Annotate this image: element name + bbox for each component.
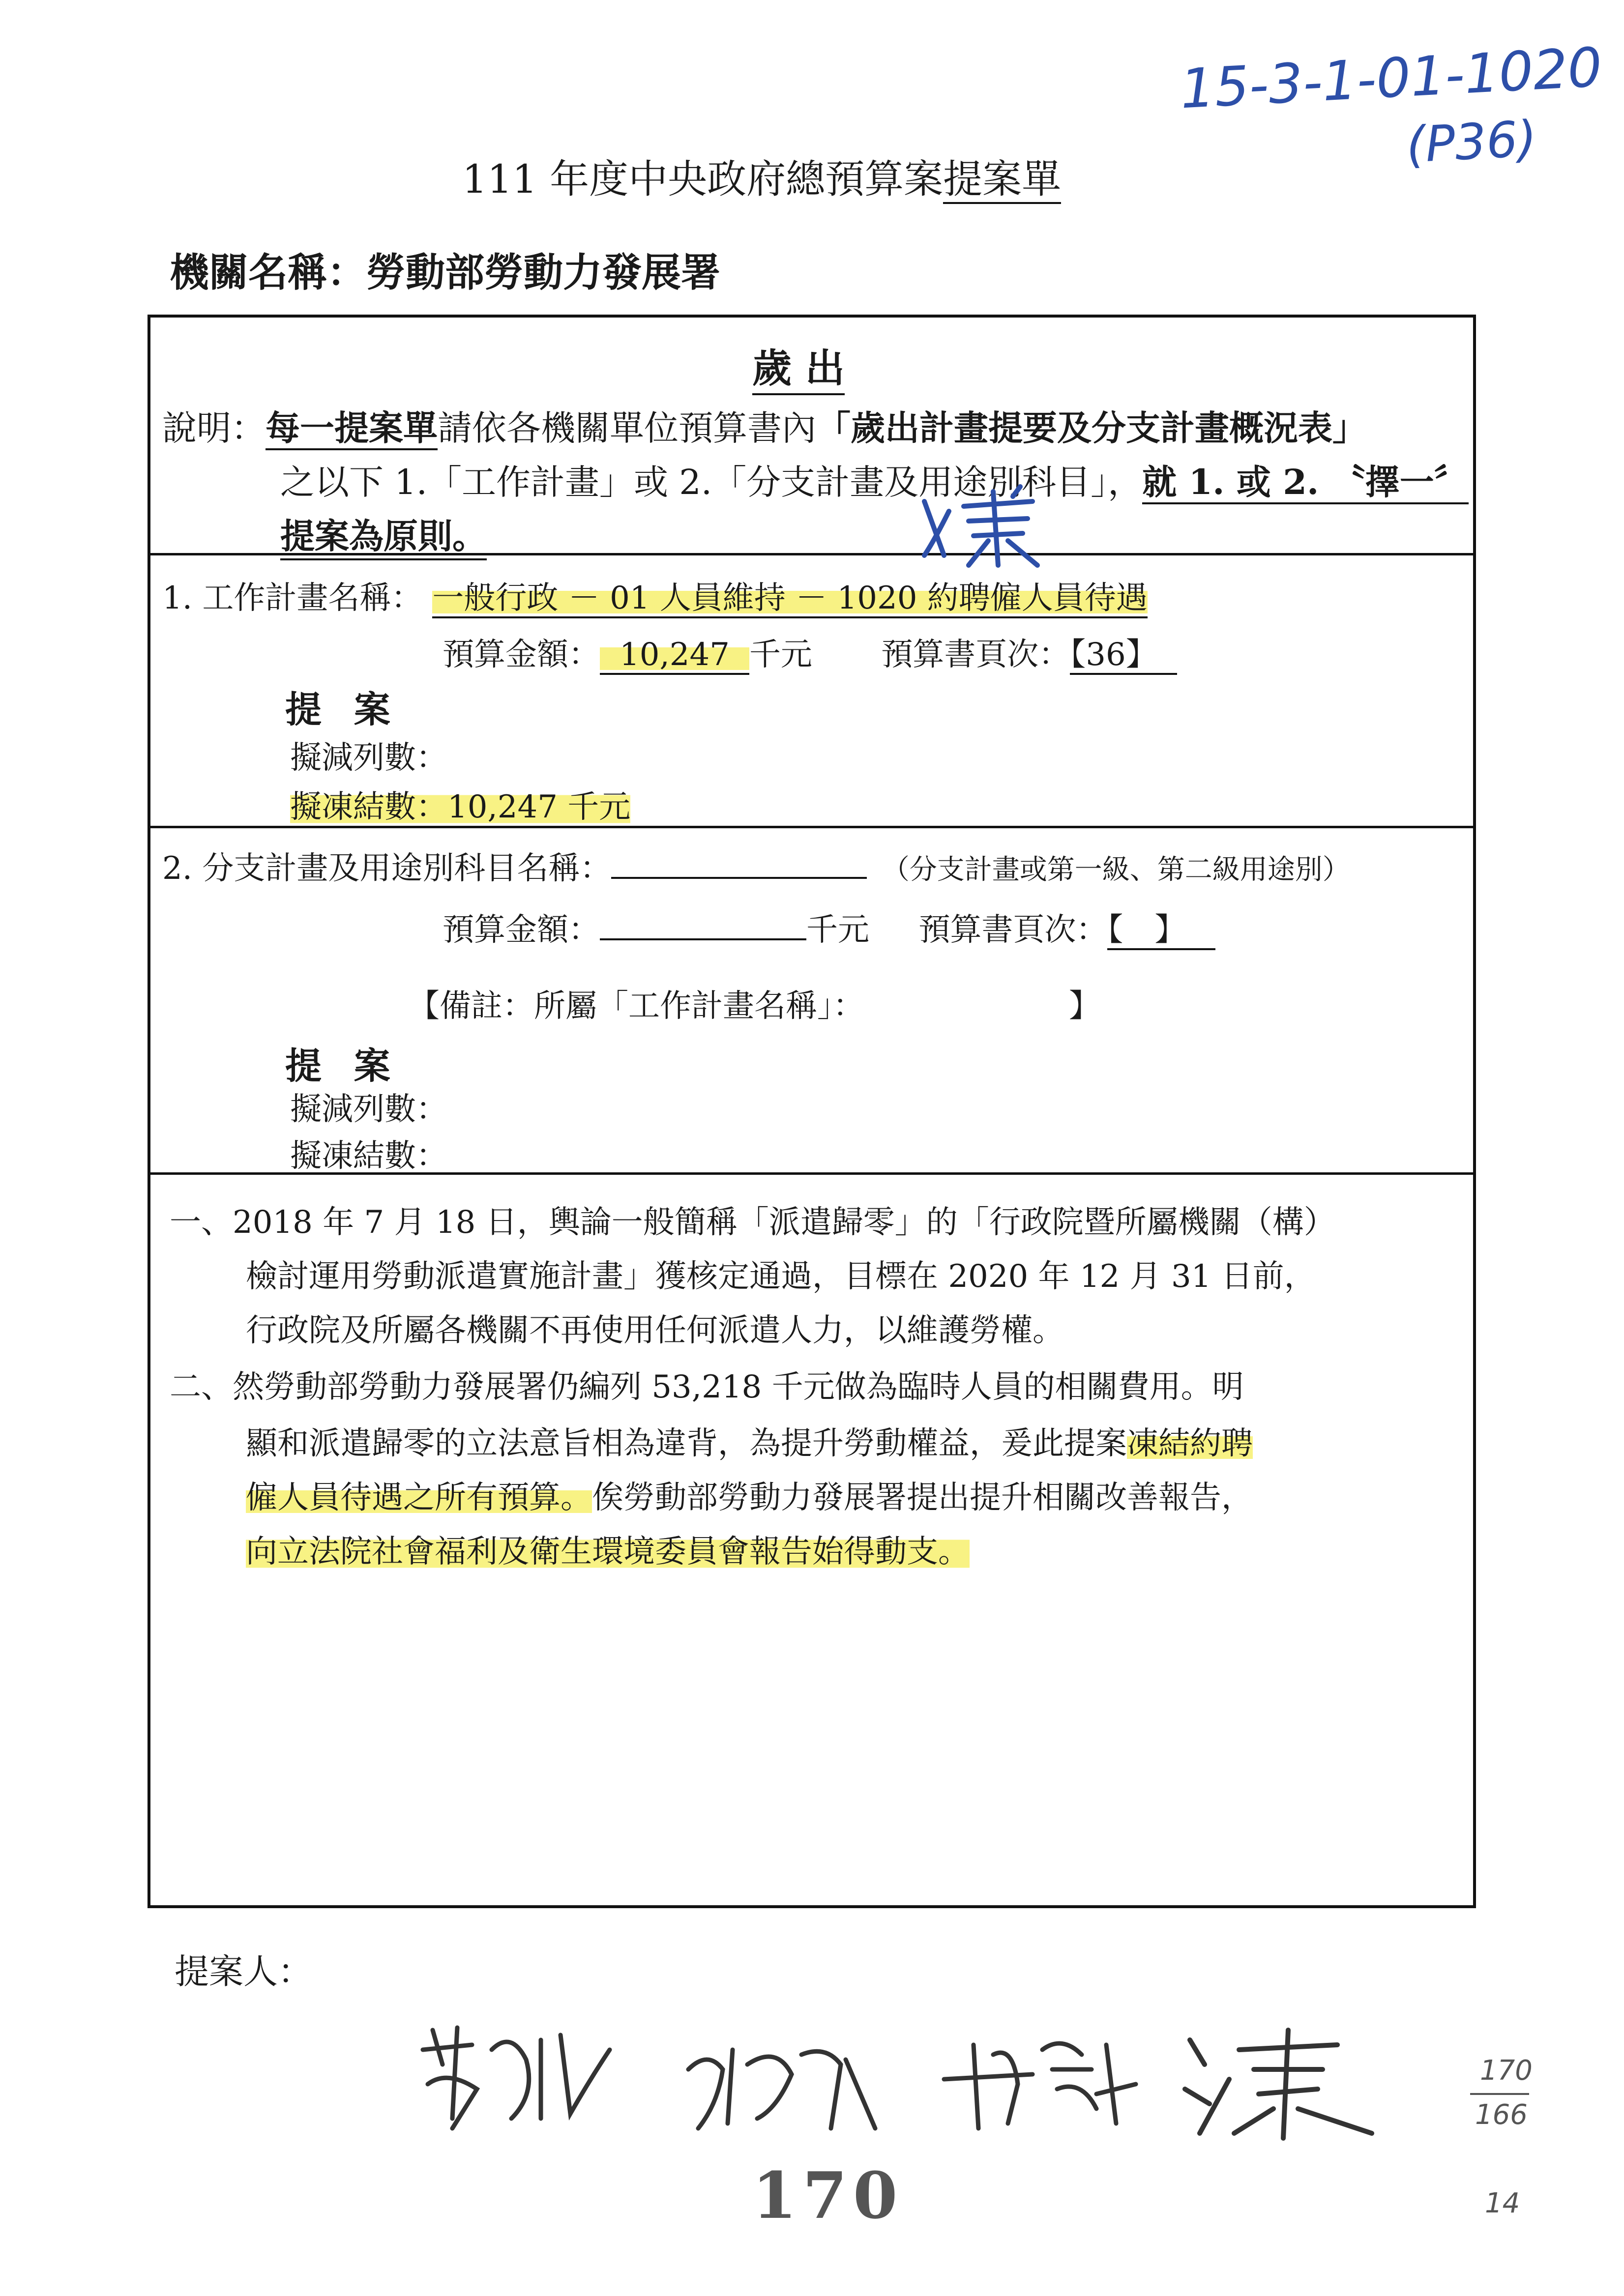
item2-name-blank	[611, 847, 867, 879]
item2-budget-row: 預算金額： 千元 預算書頁次：【 】	[443, 904, 1215, 950]
reason-p1-line2: 檢討運用勞動派遣實施計畫」獲核定通過，目標在 2020 年 12 月 31 日前，	[246, 1258, 1316, 1295]
reason-p2-line2: 顯和派遣歸零的立法意旨相為違背，為提升勞動權益，爰此提案凍結約聘	[246, 1425, 1253, 1462]
agency-line: 機關名稱：勞動部勞動力發展署	[170, 249, 720, 295]
item1-freeze-value: 10,247 千元	[447, 789, 631, 825]
item2-remark: 【備註：所屬「工作計畫名稱」： 】	[408, 988, 1100, 1024]
reason-p2-line4: 向立法院社會福利及衛生環境委員會報告始得動支。	[246, 1526, 970, 1571]
margin-number-3: 14	[1485, 2187, 1520, 2219]
item2-reduce-label: 擬減列數：	[290, 1091, 447, 1128]
reason-p1-line1: 一、2018 年 7 月 18 日，輿論一般簡稱「派遣歸零」的「行政院暨所屬機關（構）	[170, 1204, 1335, 1241]
item2-row: 2. 分支計畫及用途別科目名稱： （分支計畫或第一級、第二級用途別）	[162, 843, 1350, 888]
item1-row: 1. 工作計畫名稱： 一般行政 － 01 人員維持 － 1020 約聘僱人員待遇	[162, 573, 1148, 618]
signature-3	[934, 2025, 1141, 2138]
signature-4	[1175, 2020, 1382, 2143]
item1-page-value: 【36】	[1070, 637, 1177, 675]
note-line-3: 提案為原則。	[280, 509, 487, 560]
note-line-1: 說明：每一提案單請依各機關單位預算書內「歲出計畫提要及分支計畫概況表」	[162, 401, 1367, 450]
handwritten-doc-id: 15-3-1-01-1020	[1179, 35, 1604, 121]
item2-budget-blank	[600, 909, 806, 940]
title-underlined: 提案單	[943, 156, 1061, 204]
agency-name: 勞動部勞動力發展署	[366, 249, 720, 295]
item1-plan-name: 一般行政 － 01 人員維持 － 1020 約聘僱人員待遇	[432, 580, 1147, 618]
item1-budget-row: 預算金額： 10,247 千元 預算書頁次：【36】	[443, 629, 1177, 674]
item1-freeze-line: 擬凍結數：10,247 千元	[290, 782, 630, 827]
margin-number-2: 166	[1475, 2099, 1528, 2131]
item1-budget-value: 10,247	[600, 637, 749, 675]
page-title: 111 年度中央政府總預算案提案單	[462, 147, 1061, 204]
item2-page-value: 【 】	[1107, 912, 1215, 950]
item2-freeze-label: 擬凍結數：	[290, 1138, 447, 1174]
reason-p1-line3: 行政院及所屬各機關不再使用任何派遣人力，以維護勞權。	[246, 1312, 1064, 1349]
margin-divider	[1470, 2093, 1529, 2095]
note-line-2: 之以下 1.「工作計畫」或 2.「分支計畫及用途別科目」，就 1. 或 2. 〝擇一〞	[280, 455, 1469, 504]
section-title: 歲 出	[752, 337, 845, 395]
reason-p2-line1: 二、然勞動部勞動力發展署仍編列 53,218 千元做為臨時人員的相關費用。明	[170, 1369, 1244, 1405]
reason-p2-line3: 僱人員待遇之所有預算。俟勞動部勞動力發展署提出提升相關改善報告，	[246, 1480, 1253, 1516]
page-number: 170	[752, 2158, 904, 2233]
signature-1	[413, 2020, 620, 2138]
handwritten-initial-mark	[915, 482, 1052, 570]
item2-proposal-heading: 提 案	[285, 1045, 400, 1087]
signature-2	[679, 2030, 885, 2138]
item1-proposal-heading: 提 案	[285, 689, 400, 731]
proposer-label: 提案人：	[175, 1951, 312, 1992]
handwritten-page-ref: (P36)	[1405, 110, 1538, 174]
item1-reduce-label: 擬減列數：	[290, 740, 447, 776]
margin-number-1: 170	[1480, 2055, 1533, 2087]
